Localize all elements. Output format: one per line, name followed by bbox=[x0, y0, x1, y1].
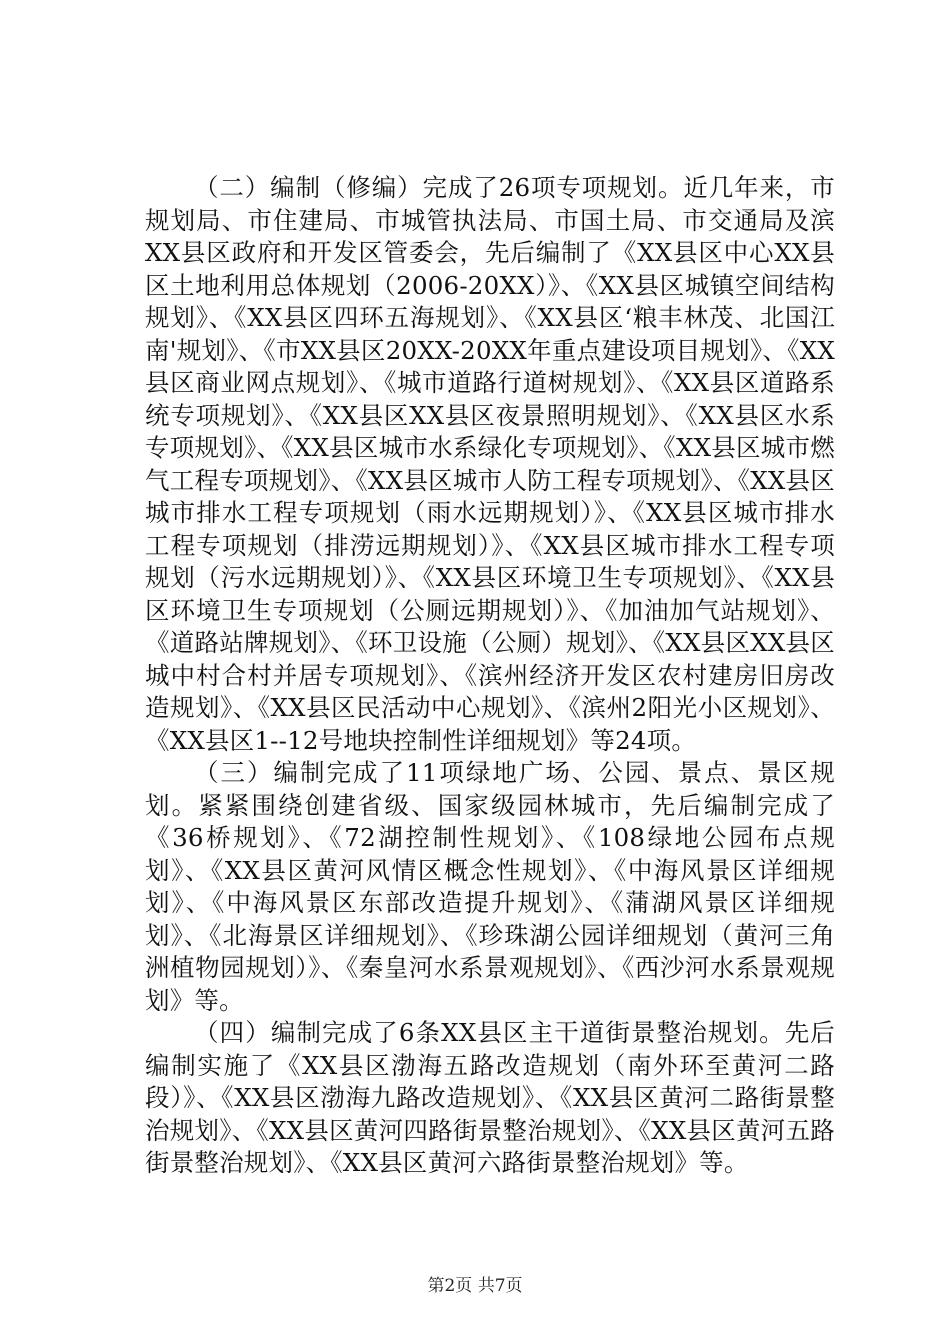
paragraph-section-2: （二）编制（修编）完成了26项专项规划。近几年来，市规划局、市住建局、市城管执法局、市国土局、市交通局及滨XX县区政府和开发区管委会，先后编制了《XX县区中心XX县区土地利用总体规划（2006-20XX）》、《XX县区城镇空间结构规划》、《XX县区四环五海规划》、《XX县区‘粮丰林茂、北国江南'规划》、《市XX县区20XX-20XX年重点建设项目规划》、《XX县区商业网点规划》、《城市道路行道树规划》、《XX县区道路系统专项规划》、《XX县区XX县区夜景照明规划》、《XX县区水系专项规划》、《XX县区城市水系绿化专项规划》、《XX县区城市燃气工程专项规划》、《XX县区城市人防工程专项规划》、《XX县区城市排水工程专项规划（雨水远期规划）》、《XX县区城市排水工程专项规划（排涝远期规划）》、《XX县区城市排水工程专项规划（污水远期规划）》、《XX县区环境卫生专项规划》、《XX县区环境卫生专项规划（公厕远期规划）》、《加油加气站规划》、《道路站牌规划》、《环卫设施（公厕）规划》、《XX县区XX县区城中村合村并居专项规划》、《滨州经济开发区农村建房旧房改造规划》、《XX县区民活动中心规划》、《滨州2阳光小区规划》、《XX县区1--12号地块控制性详细规划》等24项。 bbox=[145, 173, 835, 755]
page-number-footer: 第2页 共7页 bbox=[427, 1276, 523, 1296]
document-body bbox=[145, 172, 835, 1180]
paragraph-section-3: （三）编制完成了11项绿地广场、公园、景点、景区规划。紧紧围绕创建省级、国家级园林城市，先后编制完成了《36桥规划》、《72湖控制性规划》、《108绿地公园布点规划》、《XX县区黄河风情区概念性规划》、《中海风景区详细规划》、《中海风景区东部改造提升规划》、《蒲湖风景区详细规划》、《北海景区详细规划》、《珍珠湖公园详细规划（黄河三角洲植物园规划）》、《秦皇河水系景观规划》、《西沙河水系景观规划》等。 bbox=[145, 758, 835, 1015]
paragraph-section-4: （四）编制完成了6条XX县区主干道街景整治规划。先后编制实施了《XX县区渤海五路改造规划（南外环至黄河二路段）》、《XX县区渤海九路改造规划》、《XX县区黄河二路街景整治规划》、《XX县区黄河四路街景整治规划》、《XX县区黄河五路街景整治规划》、《XX县区黄河六路街景整治规划》等。 bbox=[145, 1018, 835, 1177]
